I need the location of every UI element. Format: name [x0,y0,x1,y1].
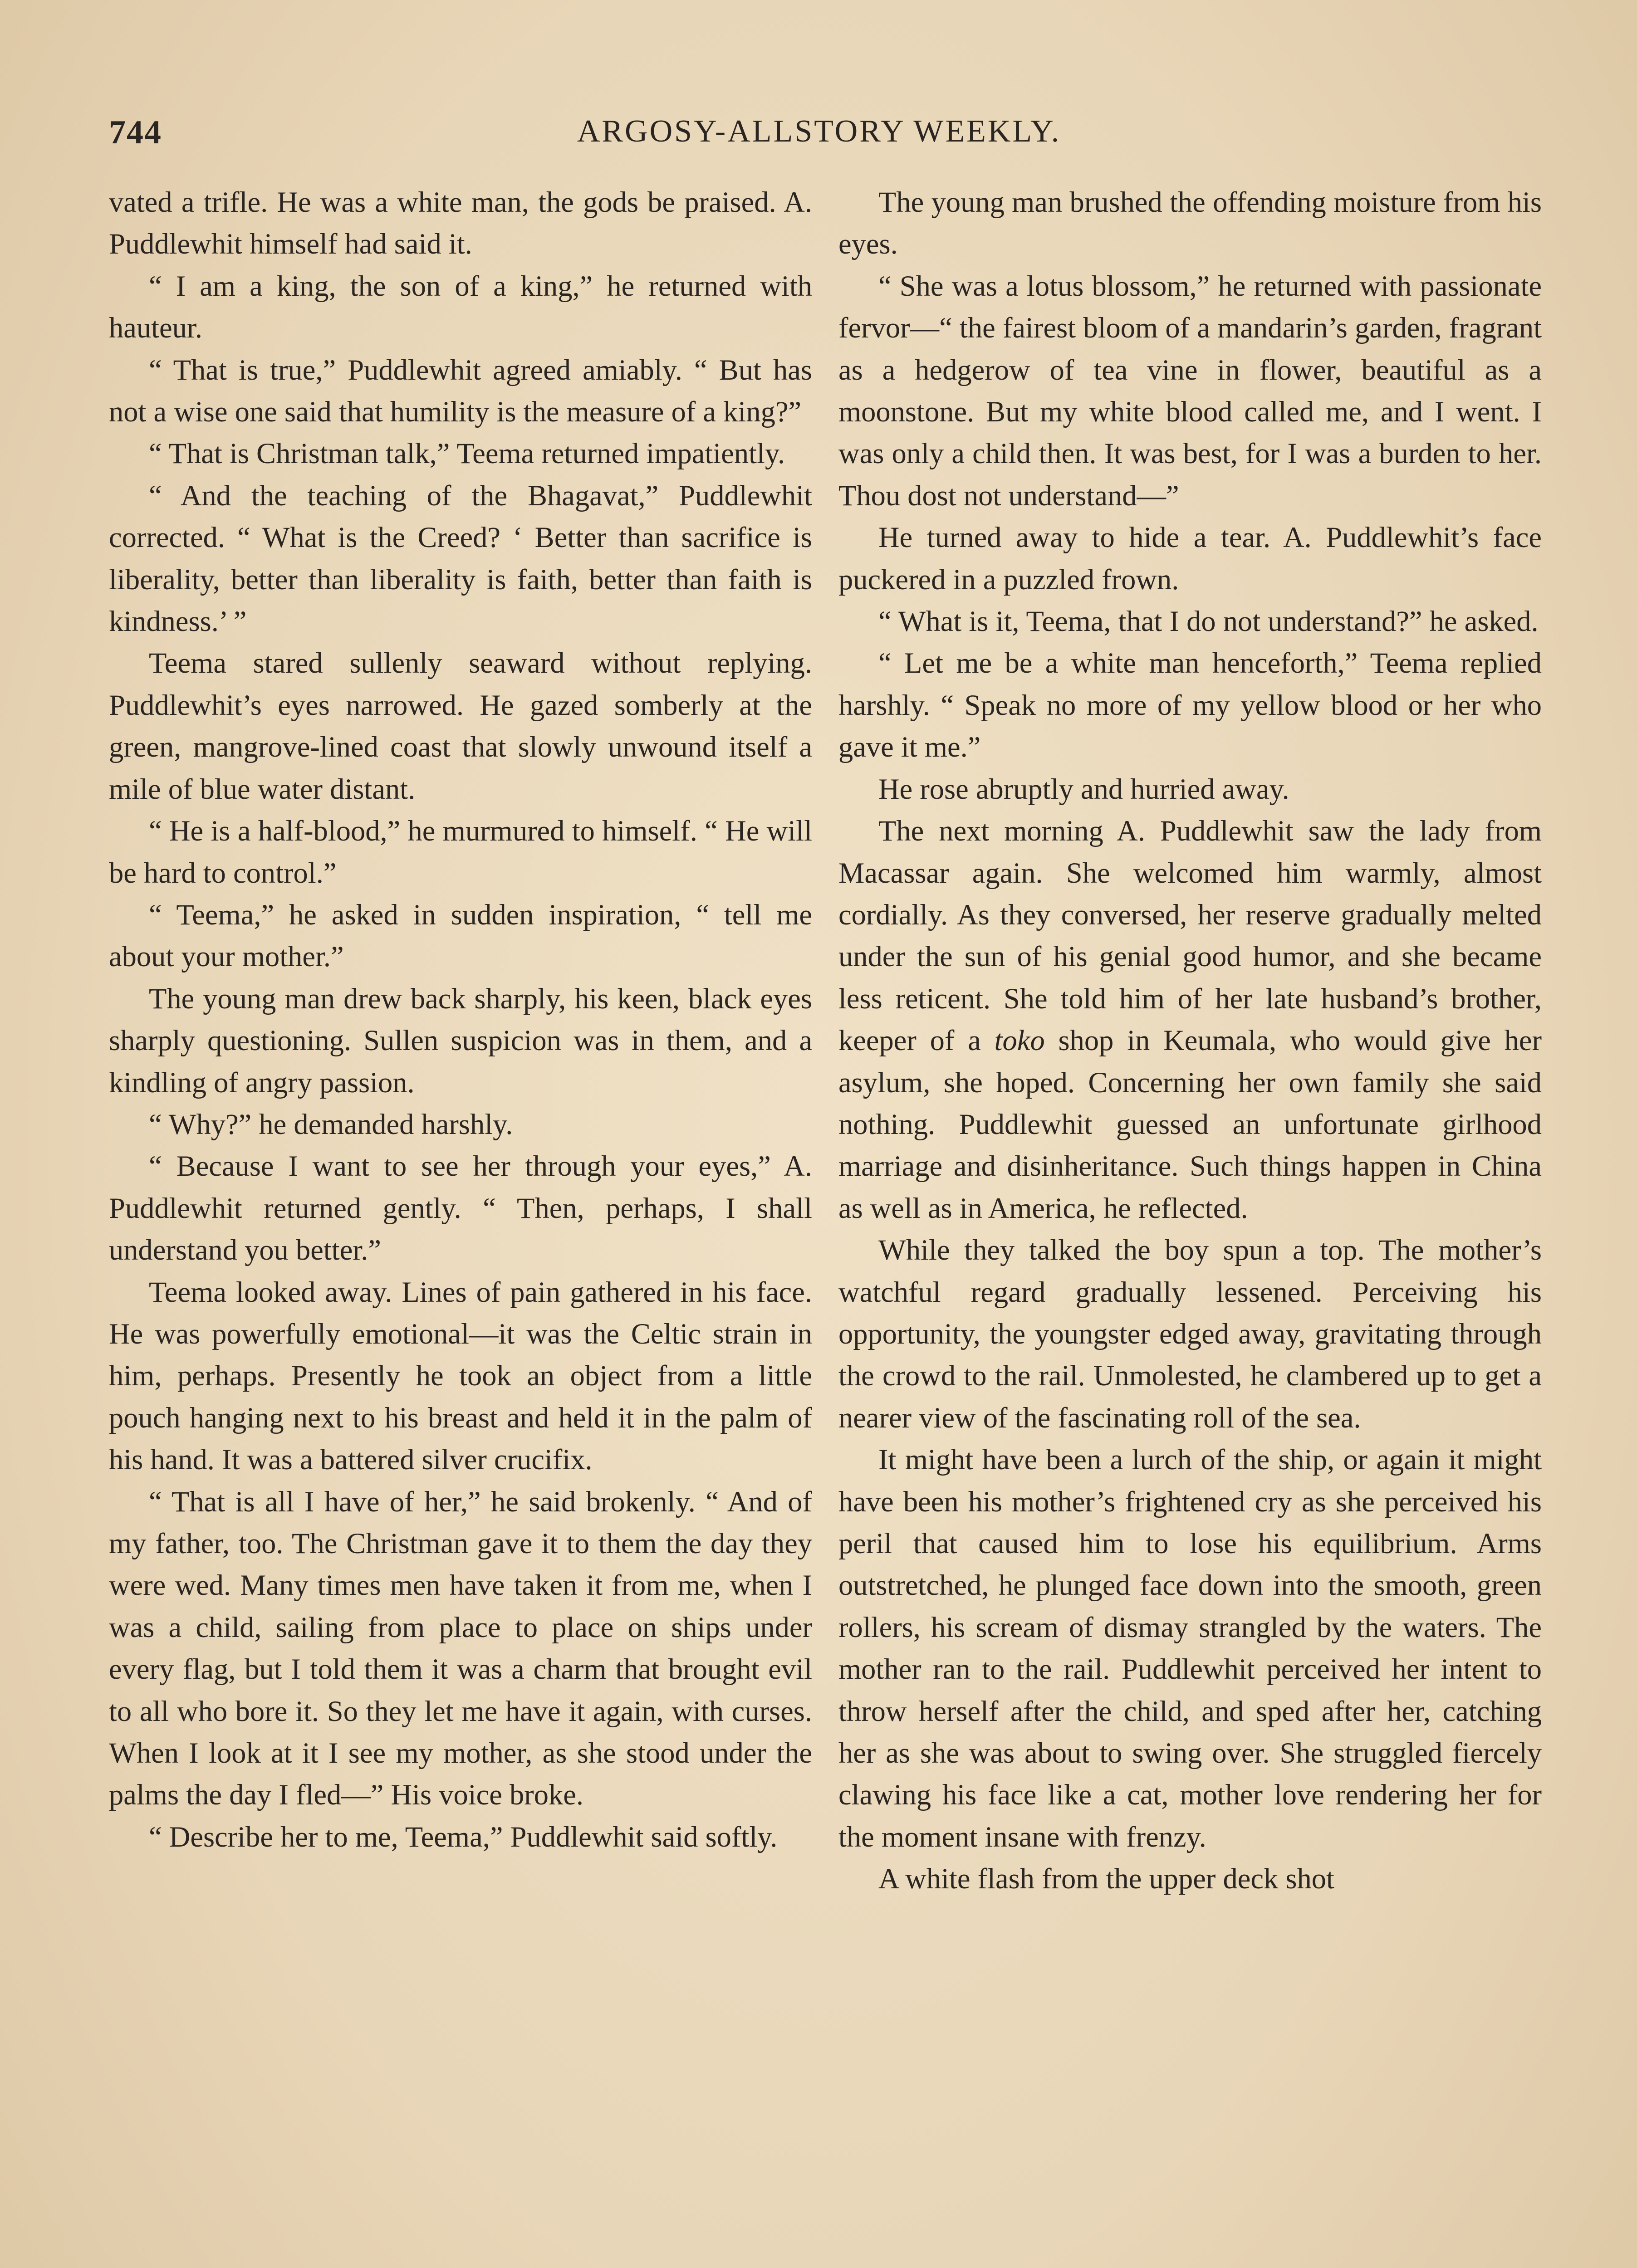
text-run: The next morning A. Puddlewhit saw the lady from Macassar again. She welcomed him warmly, almost cordially. As they conversed, her reserve gradually melted under the sun of his genial good humor, and she became less reticent. She told him of her late husband’s brother, keeper of a [838,815,1542,1057]
paragraph: “ Describe her to me, Teema,” Puddlewhit said softly. [149,1820,778,1853]
paragraph: “ That is true,” Puddlewhit agreed amiably. “ But has not a wise one said that humility is the measure of a king?” [109,353,812,428]
paragraph: The young man drew back sharply, his keen, black eyes sharply questioning. Sullen suspicion was in them, and a kindling of angry passion. [109,982,812,1099]
paragraph: It might have been a lurch of the ship, or again it might have been his mother’s frightened cry as she perceived his peril that caused him to lose his equilibrium. Arms outstretched, he plunged face down into the smooth, green rollers, his scream of dismay strangled by the waters. The mother ran to the rail. Puddlewhit perceived her intent to throw herself after the child, and sped after her, catching her as she was about to swing over. She struggled fiercely clawing his face like a cat, mother love rendering her for the moment insane with frenzy. [838,1443,1542,1853]
italic-term: toko [994,1024,1045,1057]
paragraph: The young man brushed the offending moisture from his eyes. [838,186,1542,260]
paragraph: “ Because I want to see her through your eyes,” A. Puddlewhit returned gently. “ Then, perhaps, I shall understand you better.” [109,1150,812,1266]
right-column [838,181,1542,1900]
paragraph: Teema stared sullenly seaward without replying. Puddlewhit’s eyes narrowed. He gazed somberly at the green, mangrove-lined coast that slowly unwound itself a mile of blue water distant. [109,647,812,805]
page-header [109,113,1529,163]
paragraph: “ She was a lotus blossom,” he returned with passionate fervor—“ the fairest bloom of a mandarin’s garden, fragrant as a hedgerow of tea vine in flower, beautiful as a moonstone. But my white blood called me, and I went. I was only a child then. It was best, for I was a burden to her. Thou dost not understand—” [838,269,1542,512]
paragraph: vated a trifle. He was a white man, the gods be praised. A. Puddlewhit himself had said it. [109,186,812,260]
paragraph: He rose abruptly and hurried away. [878,772,1289,805]
paragraph [838,810,1542,1229]
paragraph: “ He is a half-blood,” he murmured to himself. “ He will be hard to control.” [109,815,812,889]
paragraph: “ Why?” he demanded harshly. [149,1108,513,1140]
paragraph: A white flash from the upper deck shot [878,1862,1334,1895]
paragraph: While they talked the boy spun a top. The mother’s watchful regard gradually lessened. Perceiving his opportunity, the youngster edged away, gravitating through the crowd to the rail. Unmolested, he clambered up to get a nearer view of the fascinating roll of the sea. [838,1234,1542,1434]
page-number: 744 [109,114,162,151]
paragraph: He turned away to hide a tear. A. Puddlewhit’s face puckered in a puzzled frown. [838,521,1542,596]
paragraph: “ That is Christman talk,” Teema returned impatiently. [149,437,785,470]
paragraph: “ And the teaching of the Bhagavat,” Puddlewhit corrected. “ What is the Creed? ‘ Better than sacrifice is liberality, better than liberality is faith, better than faith is kindness.’ ” [109,479,812,638]
text-run: shop in Keumala, who would give her asylum, she hoped. Concerning her own family she said nothing. Puddlewhit guessed an unfortunate girlhood marriage and disinheritance. Such things happen in China as well as in America, he reflected. [838,1024,1542,1224]
paragraph: Teema looked away. Lines of pain gathered in his face. He was powerfully emotional—it was the Celtic strain in him, perhaps. Presently he took an object from a little pouch hanging next to his breast and held it in the palm of his hand. It was a battered silver crucifix. [109,1276,812,1476]
paragraph: “ I am a king, the son of a king,” he returned with hauteur. [109,269,812,344]
paragraph: “ Teema,” he asked in sudden inspiration, “ tell me about your mother.” [109,898,812,973]
paragraph: “ That is all I have of her,” he said brokenly. “ And of my father, too. The Christman gave it to them the day they were wed. Many times men have taken it from me, when I was a child, sailing from place to place on ships under every flag, but I told them it was a charm that brought evil to all who bore it. So they let me have it again, with curses. When I look at it I see my mother, as she stood under the palms the day I fled—” His voice broke. [109,1485,812,1811]
left-column [109,181,812,1858]
running-head: ARGOSY-ALLSTORY WEEKLY. [577,114,1061,149]
paragraph: “ What is it, Teema, that I do not understand?” he asked. [878,605,1539,638]
paragraph: “ Let me be a white man henceforth,” Teema replied harshly. “ Speak no more of my yellow blood or her who gave it me.” [838,647,1542,763]
